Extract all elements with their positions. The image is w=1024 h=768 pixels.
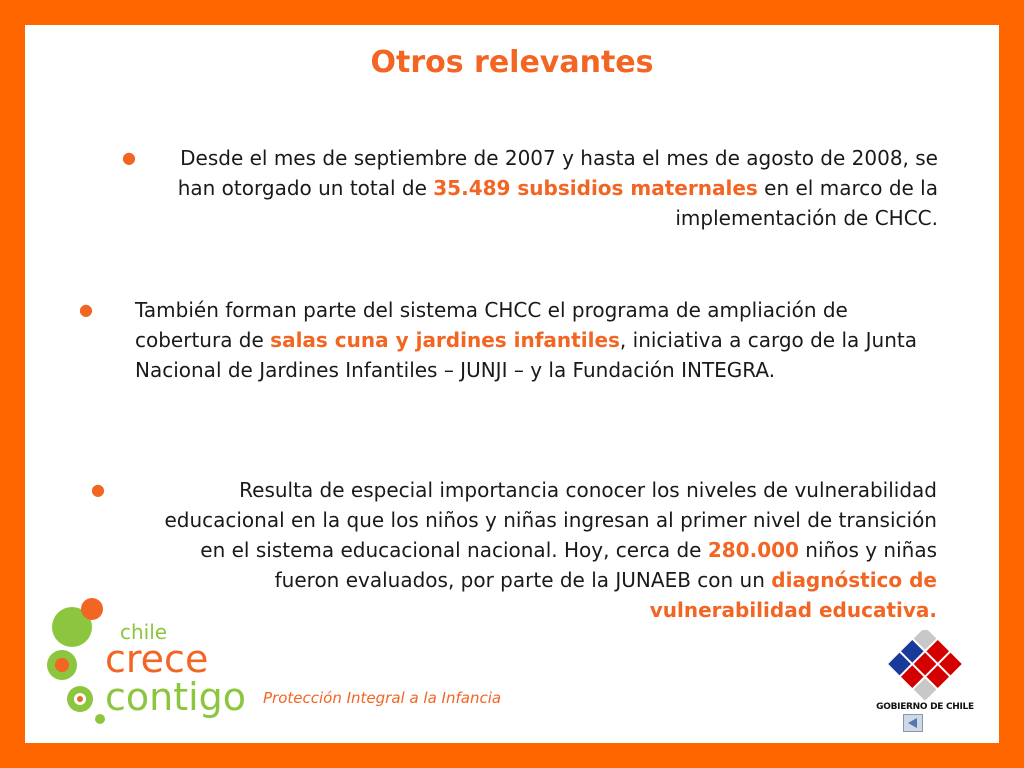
gov-emblem-icon	[875, 630, 975, 700]
logo-text-contigo: contigo	[105, 675, 247, 719]
bullet-text: niños y niñas fueron evaluados, por parte de la JUNAEB con un	[274, 538, 937, 592]
bullet-text: Resulta de especial importancia conocer los niveles de vulnerabilidad educacional en la que los niños y niñas ingresan al primer nivel de transición en el sistema educacional nacional. Hoy, cerca de	[164, 478, 937, 562]
bullet-text: en el marco de la implementación de CHCC.	[675, 176, 938, 230]
bullet-text: Desde el mes de septiembre de 2007 y hasta el mes de agosto de 2008, se han otorgado un total de	[177, 146, 938, 200]
bullet-highlight: 280.000	[707, 538, 799, 562]
previous-slide-icon[interactable]	[903, 714, 923, 732]
bullet-highlight: 35.489 subsidios maternales	[433, 176, 758, 200]
bullet-dot: ●	[91, 480, 105, 499]
bullet-highlight: diagnóstico de vulnerabilidad educativa.	[649, 568, 937, 622]
logo-text-chile: chile	[120, 620, 168, 644]
chile-crece-contigo-logo	[40, 595, 270, 725]
logo-text-crece: crece	[105, 637, 209, 681]
gov-label: GOBIERNO DE CHILE	[876, 702, 974, 712]
bullet-text: También forman parte del sistema CHCC el programa de ampliación de cobertura de	[135, 298, 848, 352]
bullet-highlight: salas cuna y jardines infantiles	[270, 328, 620, 352]
slide	[25, 25, 999, 743]
gobierno-de-chile-logo	[875, 630, 975, 738]
bullet-dot: ●	[79, 300, 93, 319]
bullet-dot: ●	[122, 148, 136, 167]
bullet-subsidios	[122, 143, 938, 233]
bullet-salas-cuna	[79, 295, 935, 385]
tagline: Protección Integral a la Infancia	[263, 689, 502, 707]
slide-title: Otros relevantes	[370, 45, 654, 80]
bullet-text: , iniciativa a cargo de la Junta Nacional de Jardines Infantiles – JUNJI – y la Fundación INTEGRA.	[135, 328, 917, 382]
